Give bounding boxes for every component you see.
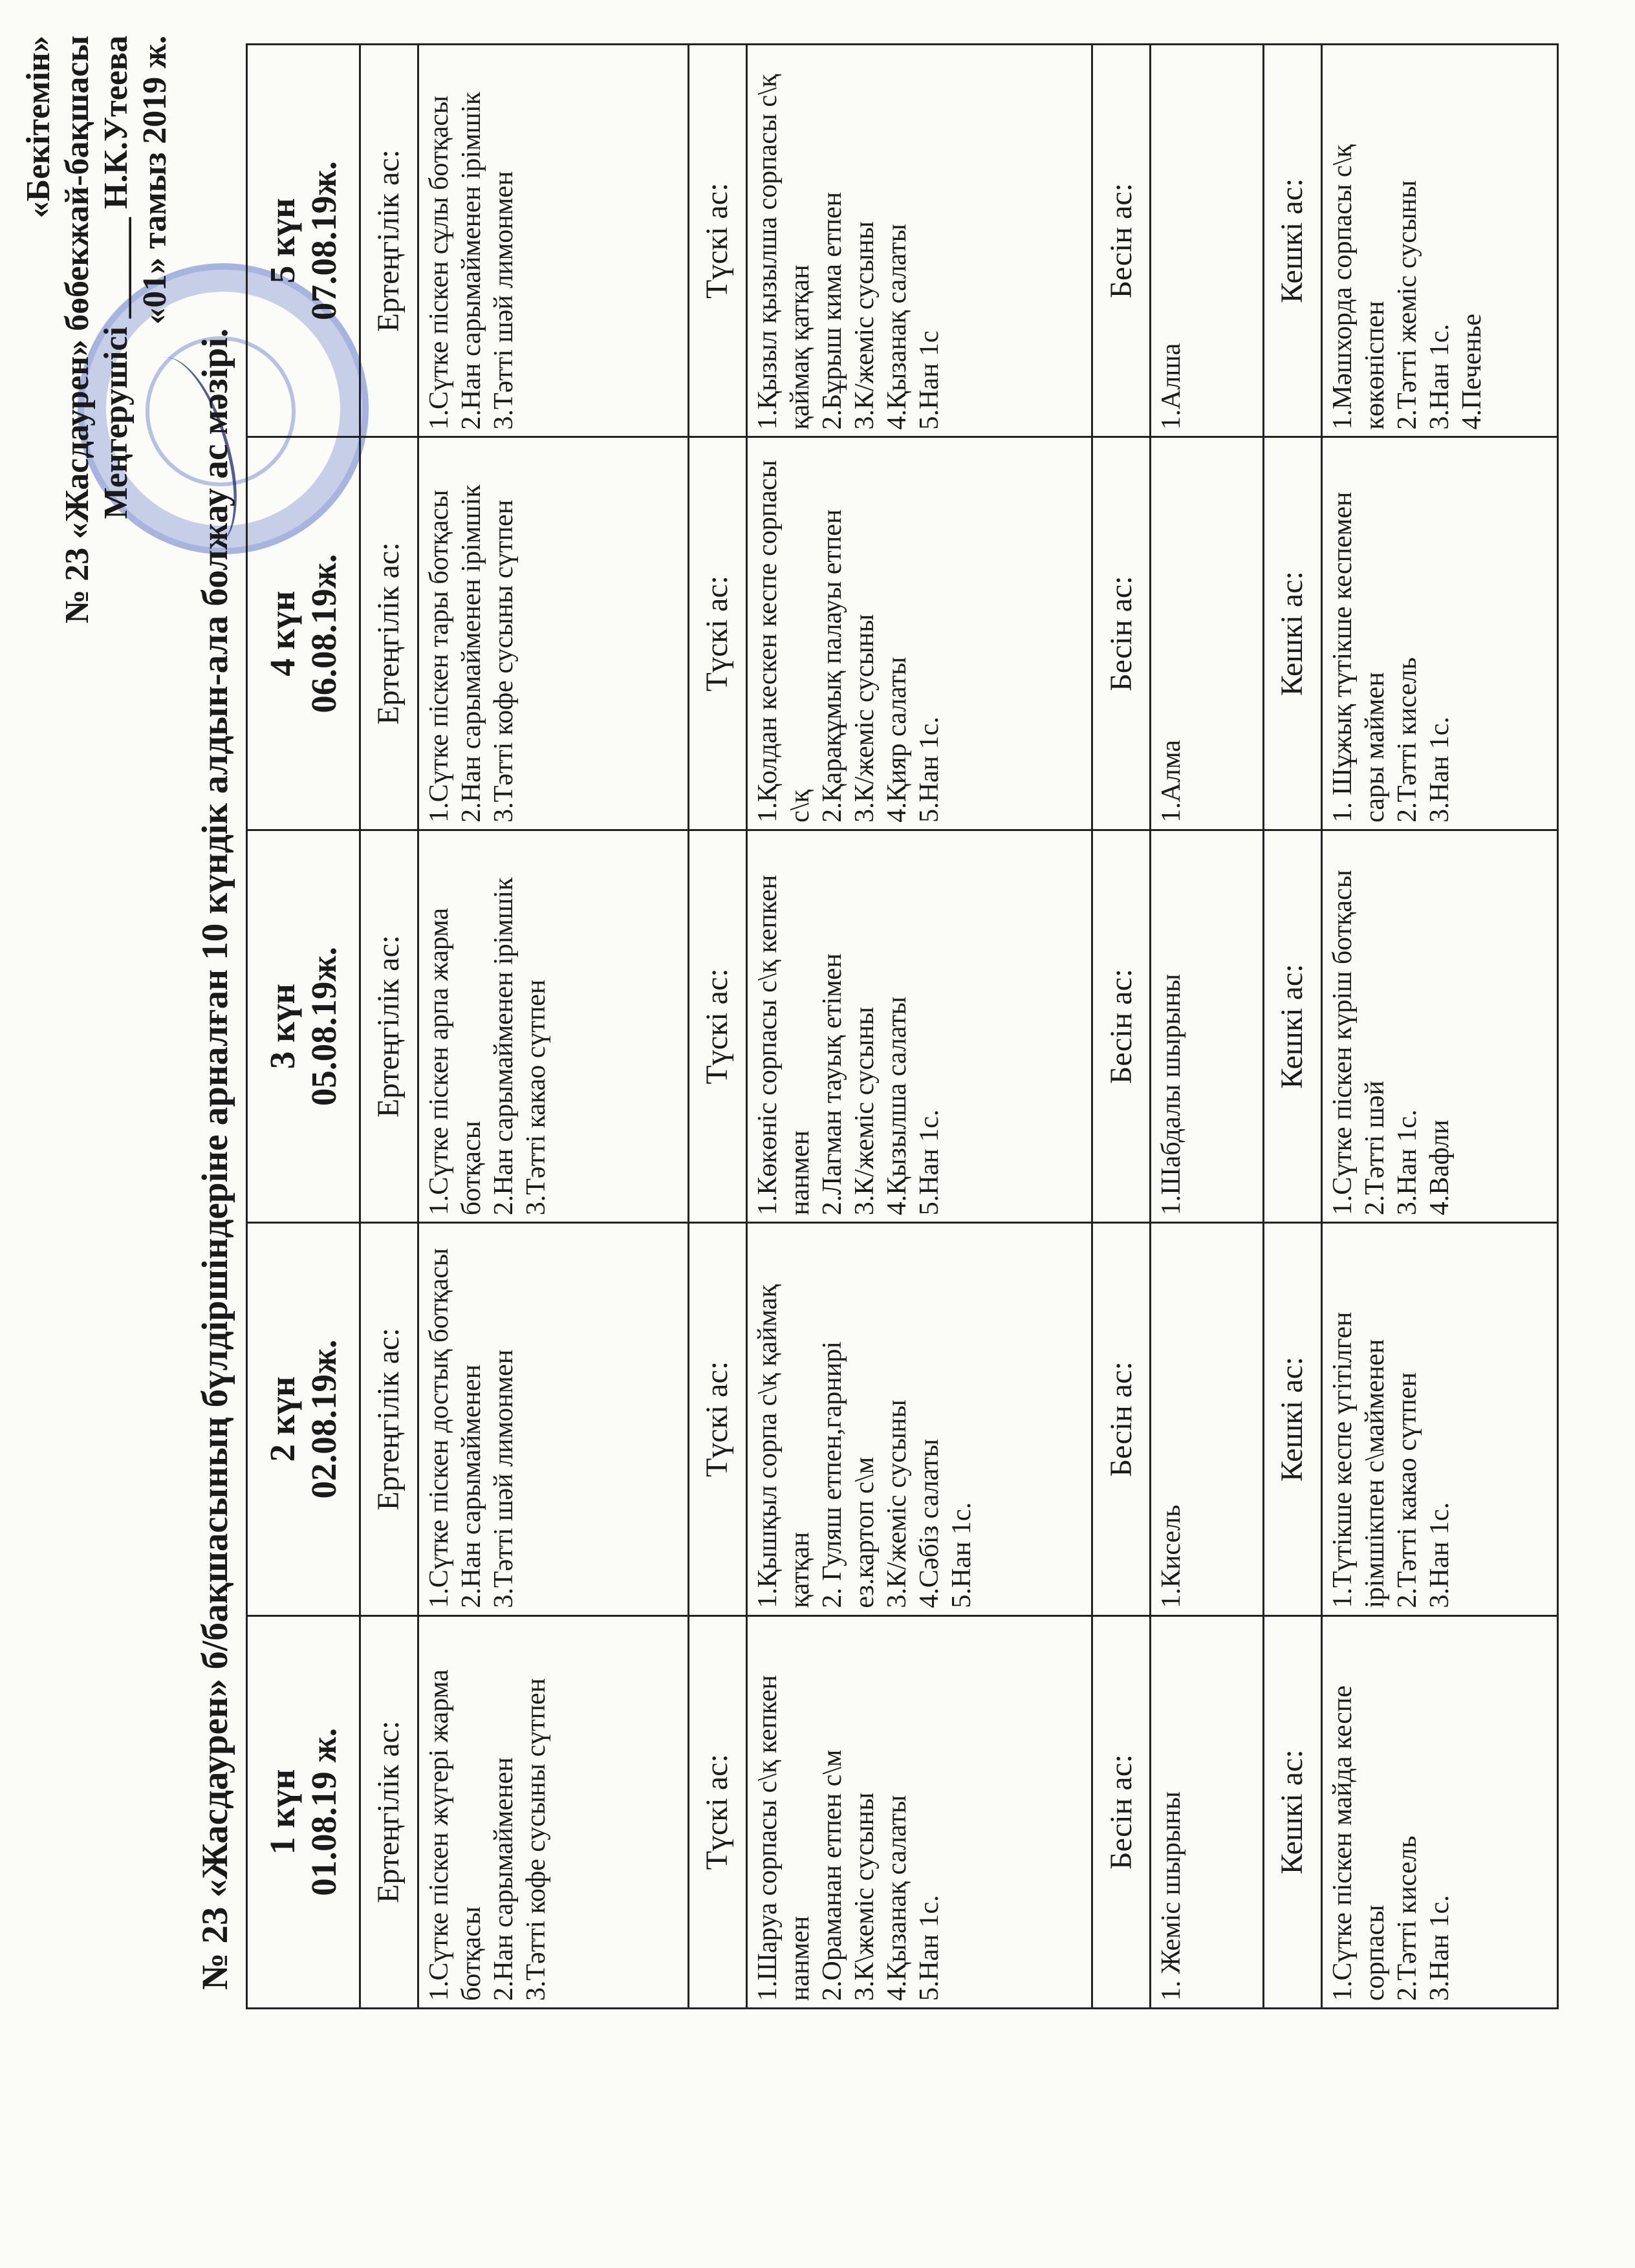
dinner-label: Кешкі ас:	[1263, 1615, 1321, 2008]
menu-item: 4.Қызылша салаты	[882, 996, 912, 1216]
menu-item: 2.Ораманан етпен с\м	[817, 1749, 847, 2001]
day-date: 05.08.19ж.	[303, 946, 343, 1107]
menu-item: 3.К/жеміс сусыны	[849, 221, 880, 430]
menu-item: 2. Гуляш етпен,гарнирі ез.картоп с\м	[817, 1341, 880, 1608]
menu-item: 2.Нан сарымайменен	[456, 1364, 486, 1608]
menu-item: 5.Нан 1с.	[914, 717, 944, 823]
dinner-items	[1321, 45, 1557, 437]
menu-item: 3.Нан 1с.	[1392, 1109, 1422, 1216]
dinner-label: Кешкі ас:	[1263, 45, 1321, 437]
breakfast-label: Ертеңгілік ас:	[360, 1223, 418, 1615]
breakfast-items-row	[418, 45, 688, 2009]
dinner-items	[1321, 437, 1557, 830]
snack-items	[1151, 1615, 1264, 2008]
menu-item: 5.Нан 1с.	[914, 1895, 944, 2001]
day-header	[247, 45, 360, 437]
snack-items-row	[1151, 45, 1264, 2009]
dinner-items	[1321, 1223, 1557, 1615]
snack-label-row	[1092, 45, 1151, 2009]
menu-item: 3.Нан 1с.	[1424, 717, 1455, 823]
menu-item: 3.Тәтті кофе сусыны сүтпен	[521, 1678, 551, 2001]
day-header	[247, 1223, 360, 1615]
menu-item: 3.Нан 1с.	[1424, 1895, 1455, 2001]
menu-item: 3.Тәтті кофе сусыны сүтпен	[488, 499, 519, 823]
breakfast-label-row	[360, 45, 418, 2009]
menu-item: 2.Тәтті кисель	[1392, 1835, 1422, 2001]
dinner-items	[1321, 1615, 1557, 2008]
menu-item: 2.Тәтті шәй	[1359, 1081, 1390, 1216]
menu-item: 3.К/жеміс сусыны	[882, 1399, 912, 1608]
breakfast-items	[418, 45, 688, 437]
menu-item: 3.Тәтті какао сүтпен	[521, 979, 551, 1216]
snack-items	[1151, 437, 1264, 830]
menu-item: 4.Қияр салаты	[882, 656, 912, 823]
approval-line-2: № 23 «Жасдаурен» бөбекжай-бақшасы	[59, 36, 96, 623]
menu-item: 4.Қызанақ салаты	[882, 224, 912, 430]
menu-item: 1.Сүтке піскен достық ботқасы	[424, 1247, 454, 1608]
approval-line-1: «Бекітемін»	[20, 36, 57, 219]
menu-item: 1.Қолдан кескен кеспе сорпасы с\қ	[752, 460, 815, 823]
breakfast-label: Ертеңгілік ас:	[360, 437, 418, 830]
snack-items	[1151, 830, 1264, 1222]
lunch-label: Түскі ас:	[688, 45, 746, 437]
menu-item: 1.Сүтке піскен тары ботқасы	[424, 490, 454, 823]
menu-item: 3.Тәтті шәй лимонмен	[488, 171, 519, 430]
lunch-label: Түскі ас:	[688, 437, 746, 830]
day-date: 02.08.19ж.	[303, 1339, 343, 1499]
menu-item: 1. Шұжық түтікше кеспемен сары маймен	[1327, 491, 1390, 823]
lunch-label: Түскі ас:	[688, 1223, 746, 1615]
lunch-items	[746, 45, 1092, 437]
day-date: 06.08.19ж.	[303, 554, 343, 713]
menu-item: 1.Сүтке піскен жүгері жарма ботқасы	[424, 1669, 486, 2001]
menu-item: 5.Нан 1с.	[946, 1502, 977, 1608]
day-label: 2 күн	[262, 1376, 302, 1462]
breakfast-items	[418, 1615, 688, 2008]
menu-item: 1.Алма	[1156, 740, 1187, 823]
day-header	[247, 1615, 360, 2008]
day-header	[247, 437, 360, 830]
day-header	[247, 830, 360, 1222]
lunch-items	[746, 830, 1092, 1222]
lunch-label: Түскі ас:	[688, 1615, 746, 2008]
snack-label: Бесін ас:	[1092, 1615, 1151, 2008]
menu-table	[246, 43, 1559, 2009]
day-label: 4 күн	[262, 590, 302, 676]
day-date: 07.08.19ж.	[303, 161, 343, 321]
menu-item: 2.Нан сарымайменен	[488, 1757, 519, 2001]
menu-item: 2.Тәтті жеміс сусыны	[1392, 180, 1422, 430]
snack-label: Бесін ас:	[1092, 830, 1151, 1222]
dinner-items	[1321, 830, 1557, 1222]
menu-item: 3.К/жеміс сусыны	[849, 614, 880, 823]
menu-item: 1.Көкөніс сорпасы с\қ кепкен нанмен	[752, 874, 815, 1216]
dinner-items-row	[1321, 45, 1557, 2009]
day-label: 5 күн	[262, 198, 302, 284]
snack-items	[1151, 45, 1264, 437]
snack-label: Бесін ас:	[1092, 437, 1151, 830]
menu-item: 3.Тәтті шәй лимонмен	[488, 1349, 519, 1608]
menu-item: 5.Нан 1с.	[914, 1109, 944, 1216]
menu-item: 4.Вафли	[1424, 1119, 1455, 1216]
menu-item: 1.Мәшхорда сорпасы с\қ көкөніспен	[1327, 144, 1390, 430]
menu-item: 1. Жеміс шырыны	[1156, 1791, 1187, 2001]
breakfast-label: Ертеңгілік ас:	[360, 45, 418, 437]
snack-label: Бесін ас:	[1092, 1223, 1151, 1615]
day-label: 1 күн	[262, 1769, 302, 1855]
menu-item: 1.Сүтке піскен арпа жарма ботқасы	[424, 907, 486, 1216]
menu-item: 1.Сүтке піскен сұлы ботқасы	[424, 95, 454, 430]
breakfast-items	[418, 1223, 688, 1615]
menu-item: 3.К\жеміс сусыны	[849, 1792, 880, 2001]
breakfast-label: Ертеңгілік ас:	[360, 1615, 418, 2008]
menu-item: 3.Нан 1с.	[1424, 1502, 1455, 1608]
approval-line-4: «01» тамыз 2019 ж.	[136, 36, 173, 325]
menu-item: 2.Тәтті какао сүтпен	[1392, 1372, 1422, 1608]
menu-item: 1.Сүтке піскен майда кеспе сорпасы	[1327, 1685, 1390, 2001]
menu-item: 2.Нан сарымайменен ірімшік	[456, 91, 486, 430]
menu-item: 1.Түтікше кеспе үгітілген ірімшікпен с\майменен	[1327, 1312, 1390, 1608]
breakfast-label: Ертеңгілік ас:	[360, 830, 418, 1222]
lunch-items	[746, 437, 1092, 830]
menu-item: 4.Қызанақ салаты	[882, 1795, 912, 2001]
dinner-label: Кешкі ас:	[1263, 437, 1321, 830]
menu-item: 1.Қышқыл сорпа с\қ қаймақ қатқан	[752, 1284, 815, 1608]
menu-item: 1.Сүтке піскен күріш ботқасы	[1327, 870, 1358, 1216]
menu-item: 5.Нан 1с	[914, 330, 944, 430]
menu-item: 2.Нан сарымайменен ірімшік	[488, 877, 519, 1216]
menu-item: 2.Тәтті кисель	[1392, 657, 1422, 823]
menu-item: 1.Шабдалы шырыны	[1156, 973, 1187, 1216]
lunch-label: Түскі ас:	[688, 830, 746, 1222]
day-header-row	[247, 45, 360, 2009]
menu-item: 3.К/жеміс сусыны	[849, 1006, 880, 1216]
menu-item: 1.Алша	[1156, 343, 1187, 430]
dinner-label: Кешкі ас:	[1263, 830, 1321, 1222]
lunch-items-row	[746, 45, 1092, 2009]
dinner-label-row	[1263, 45, 1321, 2009]
menu-item: 2.Қарақұмық палауы етпен	[817, 509, 847, 823]
snack-label: Бесін ас:	[1092, 45, 1151, 437]
menu-item: 1.Шаруа сорпасы с\қ кепкен нанмен	[752, 1675, 815, 2001]
menu-item: 2.Лагман тауық етімен	[817, 953, 847, 1216]
menu-item: 1.Кисель	[1156, 1504, 1187, 1608]
page-title: № 23 «Жасдаурен» б/бақшасының бүлдіршіндеріне арналған 10 күндік алдын-ала болжау ас мәзірі.	[195, 328, 235, 1990]
lunch-items	[746, 1223, 1092, 1615]
menu-item: 1.Қызыл қызылша сорпасы с\қ қаймақ қатқан	[752, 74, 815, 430]
menu-item: 4.Печенье	[1456, 313, 1487, 430]
day-date: 01.08.19 ж.	[303, 1727, 343, 1896]
approval-line-3: Меңгерушісі ______ Н.К.Утеева	[98, 36, 135, 519]
breakfast-items	[418, 830, 688, 1222]
lunch-label-row	[688, 45, 746, 2009]
menu-item: 2.Бұрыш кима етпен	[817, 191, 847, 430]
day-label: 3 күн	[262, 983, 302, 1070]
breakfast-items	[418, 437, 688, 830]
dinner-label: Кешкі ас:	[1263, 1223, 1321, 1615]
snack-items	[1151, 1223, 1264, 1615]
menu-item: 4.Сәбіз салаты	[914, 1439, 944, 1608]
lunch-items	[746, 1615, 1092, 2008]
menu-item: 2.Нан сарымайменен ірімшік	[456, 484, 486, 823]
menu-item: 3.Нан 1с.	[1424, 323, 1455, 430]
approval-block	[19, 36, 175, 623]
